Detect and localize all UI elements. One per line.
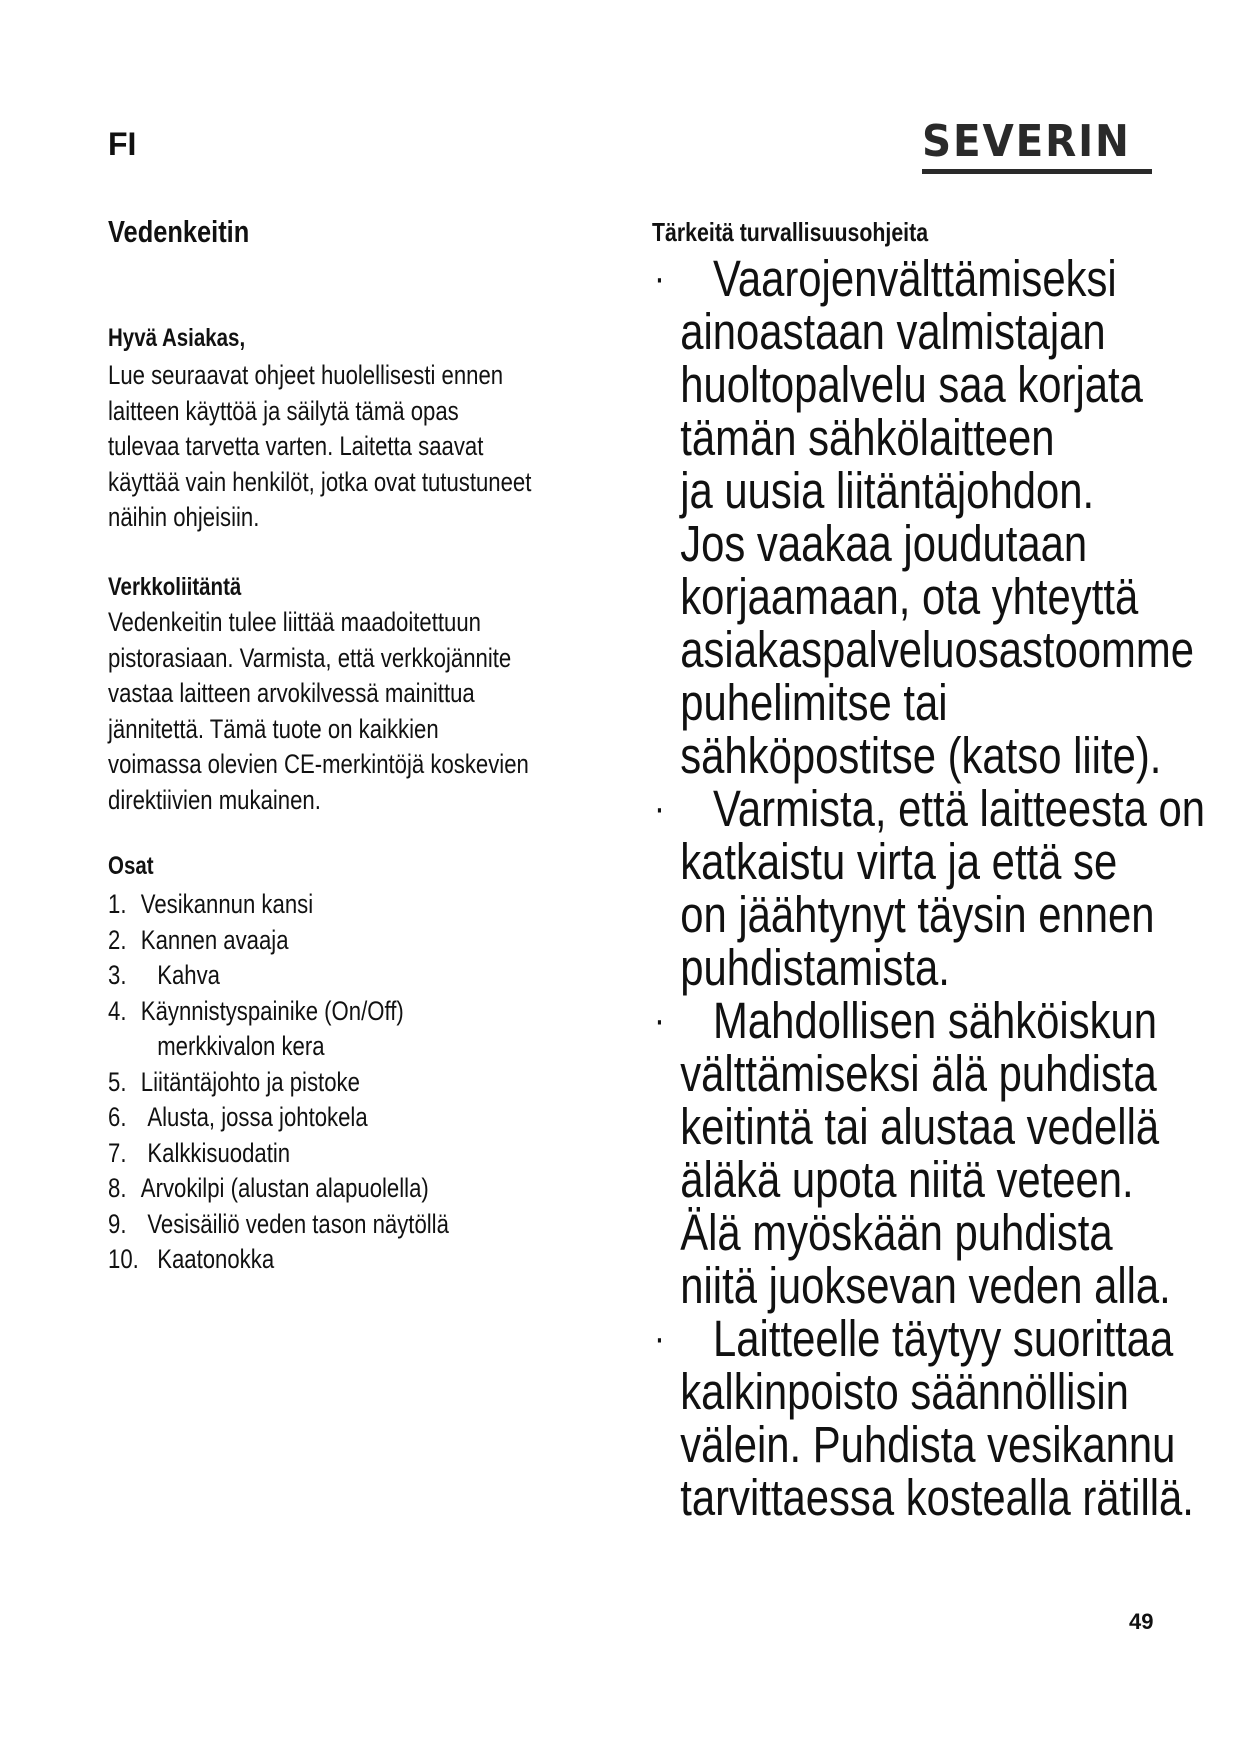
bullet-line: puhdistamista. [680, 939, 950, 996]
item-label: Käynnistyspainike (On/Off) [140, 995, 404, 1026]
item-number: 6. [108, 1102, 127, 1132]
item-number: 4. [108, 995, 127, 1026]
intro-line: näihin ohjeisiin. [108, 502, 260, 532]
item-label: merkkivalon kera [157, 1031, 325, 1061]
bullet-line: ainoastaan valmistajan [680, 303, 1106, 360]
bullet-line: välein. Puhdista vesikannu [680, 1416, 1176, 1473]
safety-heading: Tärkeitä turvallisuusohjeita [652, 217, 929, 247]
bullet-line: asiakaspalveluosastoomme [680, 621, 1194, 678]
safety-bullet [654, 250, 1194, 784]
bullet-line: Vaarojenvälttämiseksi [713, 250, 1117, 307]
bullet-line: kalkinpoisto säännöllisin [680, 1363, 1129, 1420]
item-label: Kahva [157, 960, 220, 990]
bullet-line: Jos vaakaa joudutaan [680, 515, 1088, 572]
bullet-line: sähköpostitse (katso liite). [680, 727, 1162, 784]
safety-bullet [654, 780, 1206, 996]
mains-line: jännitettä. Tämä tuote on kaikkien [108, 713, 439, 744]
safety-list [654, 250, 1206, 1526]
item-number: 7. [108, 1137, 127, 1168]
intro-paragraph [108, 358, 531, 536]
intro-line: käyttää vain henkilöt, jotka ovat tutustuneet [108, 466, 532, 497]
mains-line: Vedenkeitin tulee liittää maadoitettuun [108, 607, 481, 637]
item-number: 9. [108, 1208, 127, 1239]
mains-line: direktiivien mukainen. [108, 784, 321, 815]
severin-logo [922, 116, 1152, 174]
bullet-icon: · [654, 786, 665, 830]
item-number: 3. [108, 960, 127, 990]
bullet-line: äläkä upota niitä veteen. [680, 1151, 1134, 1208]
item-label: Kaatonokka [157, 1244, 275, 1274]
item-number: 8. [108, 1173, 127, 1203]
bullet-line: niitä juoksevan veden alla. [680, 1257, 1171, 1314]
language-code: FI [108, 126, 137, 162]
bullet-line: Älä myöskään puhdista [680, 1204, 1113, 1261]
intro-line: laitteen käyttöä ja säilytä tämä opas [108, 395, 459, 426]
safety-bullet [654, 992, 1171, 1314]
item-label: Arvokilpi (alustan alapuolella) [140, 1173, 429, 1203]
bullet-line: ja uusia liitäntäjohdon. [680, 462, 1095, 519]
item-number: 1. [108, 889, 127, 919]
bullet-line: Varmista, että laitteesta on [713, 780, 1206, 837]
item-number: 5. [108, 1066, 127, 1097]
bullet-icon: · [654, 1316, 665, 1360]
bullet-icon: · [654, 998, 665, 1042]
mains-paragraph [108, 605, 529, 818]
item-number: 10. [108, 1244, 139, 1274]
parts-heading: Osat [108, 852, 154, 880]
item-label: Alusta, jossa johtokela [147, 1102, 368, 1132]
item-label: Kannen avaaja [140, 924, 289, 955]
bullet-line: välttämiseksi älä puhdista [680, 1045, 1157, 1102]
intro-line: tulevaa tarvetta varten. Laitetta saavat [108, 431, 484, 461]
page-number: 49 [1129, 1609, 1154, 1634]
bullet-line: keitintä tai alustaa vedellä [680, 1098, 1160, 1155]
page-title: Vedenkeitin [108, 214, 250, 249]
bullet-line: Mahdollisen sähköiskun [713, 992, 1158, 1049]
mains-line: voimassa olevien CE-merkintöjä koskevien [108, 749, 529, 779]
brand-wordmark: SEVERIN [922, 116, 1131, 167]
item-number: 2. [108, 924, 127, 955]
safety-bullet [654, 1310, 1194, 1526]
bullet-line: on jäähtynyt täysin ennen [680, 886, 1155, 943]
bullet-line: Laitteelle täytyy suorittaa [713, 1310, 1174, 1367]
item-label: Kalkkisuodatin [147, 1137, 291, 1168]
item-label: Vesisäiliö veden tason näytöllä [147, 1208, 449, 1239]
item-label: Vesikannun kansi [140, 889, 314, 919]
item-label: Liitäntäjohto ja pistoke [140, 1066, 360, 1097]
bullet-line: puhelimitse tai [680, 674, 948, 731]
bullet-line: katkaistu virta ja että se [680, 833, 1118, 890]
bullet-icon: · [654, 256, 665, 300]
intro-line: Lue seuraavat ohjeet huolellisesti ennen [108, 360, 504, 390]
greeting: Hyvä Asiakas, [108, 324, 246, 352]
bullet-line: tarvittaessa kostealla rätillä. [680, 1469, 1194, 1526]
bullet-line: tämän sähkölaitteen [680, 409, 1055, 466]
logo-underline [922, 169, 1152, 174]
mains-line: vastaa laitteen arvokilvessä mainittua [108, 678, 475, 708]
bullet-line: huoltopalvelu saa korjata [680, 356, 1143, 413]
bullet-line: korjaamaan, ota yhteyttä [680, 568, 1139, 625]
mains-heading: Verkkoliitäntä [108, 573, 242, 601]
mains-line: pistorasiaan. Varmista, että verkkojännite [108, 642, 512, 673]
